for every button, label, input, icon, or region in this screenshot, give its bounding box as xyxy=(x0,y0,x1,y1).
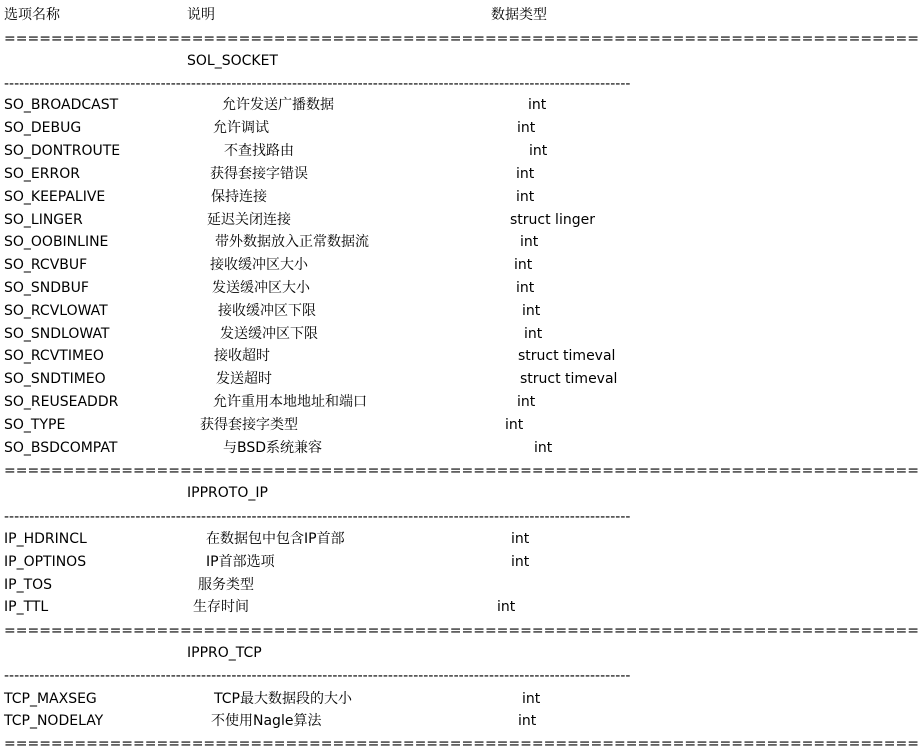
option-desc: 获得套接字类型 xyxy=(200,417,298,433)
option-desc: 不查找路由 xyxy=(224,143,294,159)
option-name: SO_LINGER xyxy=(4,212,83,228)
section-title: SOL_SOCKET xyxy=(187,53,278,69)
option-name: SO_DONTROUTE xyxy=(4,143,121,159)
option-type: int xyxy=(528,97,547,113)
option-type: int xyxy=(511,531,530,547)
option-desc: 保持连接 xyxy=(211,189,267,205)
option-type: struct timeval xyxy=(520,371,618,387)
option-name: TCP_NODELAY xyxy=(4,713,104,729)
option-type: int xyxy=(497,599,516,615)
double-rule: ============================================================================== xyxy=(4,623,919,639)
header-col-type: 数据类型 xyxy=(491,7,547,23)
option-desc: 发送缓冲区大小 xyxy=(212,280,310,296)
option-name: SO_RCVTIMEO xyxy=(4,348,104,364)
option-type: int xyxy=(522,691,541,707)
double-rule: ============================================================================== xyxy=(4,736,919,752)
option-type: int xyxy=(524,326,543,342)
option-type: int xyxy=(517,394,536,410)
option-name: SO_OOBINLINE xyxy=(4,234,109,250)
option-desc: 在数据包中包含IP首部 xyxy=(206,531,345,547)
option-desc: 带外数据放入正常数据流 xyxy=(215,234,369,250)
option-type: int xyxy=(522,303,541,319)
option-name: SO_RCVLOWAT xyxy=(4,303,108,319)
option-type: int xyxy=(505,417,524,433)
single-rule: ---------------------------------------------------------------------------------------------------------------------------- xyxy=(4,76,631,92)
option-type: int xyxy=(516,189,535,205)
option-name: IP_TOS xyxy=(4,577,53,593)
option-type: int xyxy=(511,554,530,570)
option-name: SO_DEBUG xyxy=(4,120,82,136)
option-name: SO_BROADCAST xyxy=(4,97,119,113)
section-title: IPPROTO_IP xyxy=(187,485,268,501)
option-name: IP_OPTINOS xyxy=(4,554,87,570)
option-desc: 服务类型 xyxy=(198,577,254,593)
option-name: SO_ERROR xyxy=(4,166,80,182)
option-desc: TCP最大数据段的大小 xyxy=(214,691,352,707)
option-desc: 接收缓冲区下限 xyxy=(218,303,316,319)
option-type: int xyxy=(516,166,535,182)
option-desc: 与BSD系统兼容 xyxy=(223,440,323,456)
option-type: int xyxy=(518,713,537,729)
single-rule: ---------------------------------------------------------------------------------------------------------------------------- xyxy=(4,668,631,684)
option-name: SO_SNDLOWAT xyxy=(4,326,110,342)
single-rule: ---------------------------------------------------------------------------------------------------------------------------- xyxy=(4,509,631,525)
option-desc: 发送缓冲区下限 xyxy=(220,326,318,342)
option-type: int xyxy=(529,143,548,159)
option-name: SO_KEEPALIVE xyxy=(4,189,106,205)
option-name: SO_SNDBUF xyxy=(4,280,89,296)
section-title: IPPRO_TCP xyxy=(187,645,262,661)
option-name: SO_REUSEADDR xyxy=(4,394,119,410)
option-type: struct timeval xyxy=(518,348,616,364)
option-desc: 不使用Nagle算法 xyxy=(211,713,322,729)
option-desc: 获得套接字错误 xyxy=(210,166,308,182)
option-desc: IP首部选项 xyxy=(206,554,275,570)
option-name: IP_TTL xyxy=(4,599,49,615)
option-desc: 接收缓冲区大小 xyxy=(210,257,308,273)
option-desc: 延迟关闭连接 xyxy=(207,212,291,228)
option-type: int xyxy=(517,120,536,136)
option-name: IP_HDRINCL xyxy=(4,531,87,547)
option-desc: 允许发送广播数据 xyxy=(222,97,334,113)
double-rule: ============================================================================== xyxy=(4,31,919,47)
double-rule: ============================================================================== xyxy=(4,463,919,479)
option-type: int xyxy=(534,440,553,456)
option-type: struct linger xyxy=(510,212,595,228)
header-col-desc: 说明 xyxy=(187,7,215,23)
option-desc: 接收超时 xyxy=(214,348,270,364)
option-name: SO_BSDCOMPAT xyxy=(4,440,118,456)
option-name: TCP_MAXSEG xyxy=(4,691,97,707)
option-desc: 允许调试 xyxy=(213,120,269,136)
option-type: int xyxy=(516,280,535,296)
option-type: int xyxy=(514,257,533,273)
option-desc: 生存时间 xyxy=(193,599,249,615)
option-type: int xyxy=(520,234,539,250)
option-desc: 发送超时 xyxy=(216,371,272,387)
option-name: SO_TYPE xyxy=(4,417,66,433)
option-desc: 允许重用本地地址和端口 xyxy=(213,394,367,410)
option-name: SO_RCVBUF xyxy=(4,257,88,273)
option-name: SO_SNDTIMEO xyxy=(4,371,106,387)
header-col-name: 选项名称 xyxy=(4,7,60,23)
